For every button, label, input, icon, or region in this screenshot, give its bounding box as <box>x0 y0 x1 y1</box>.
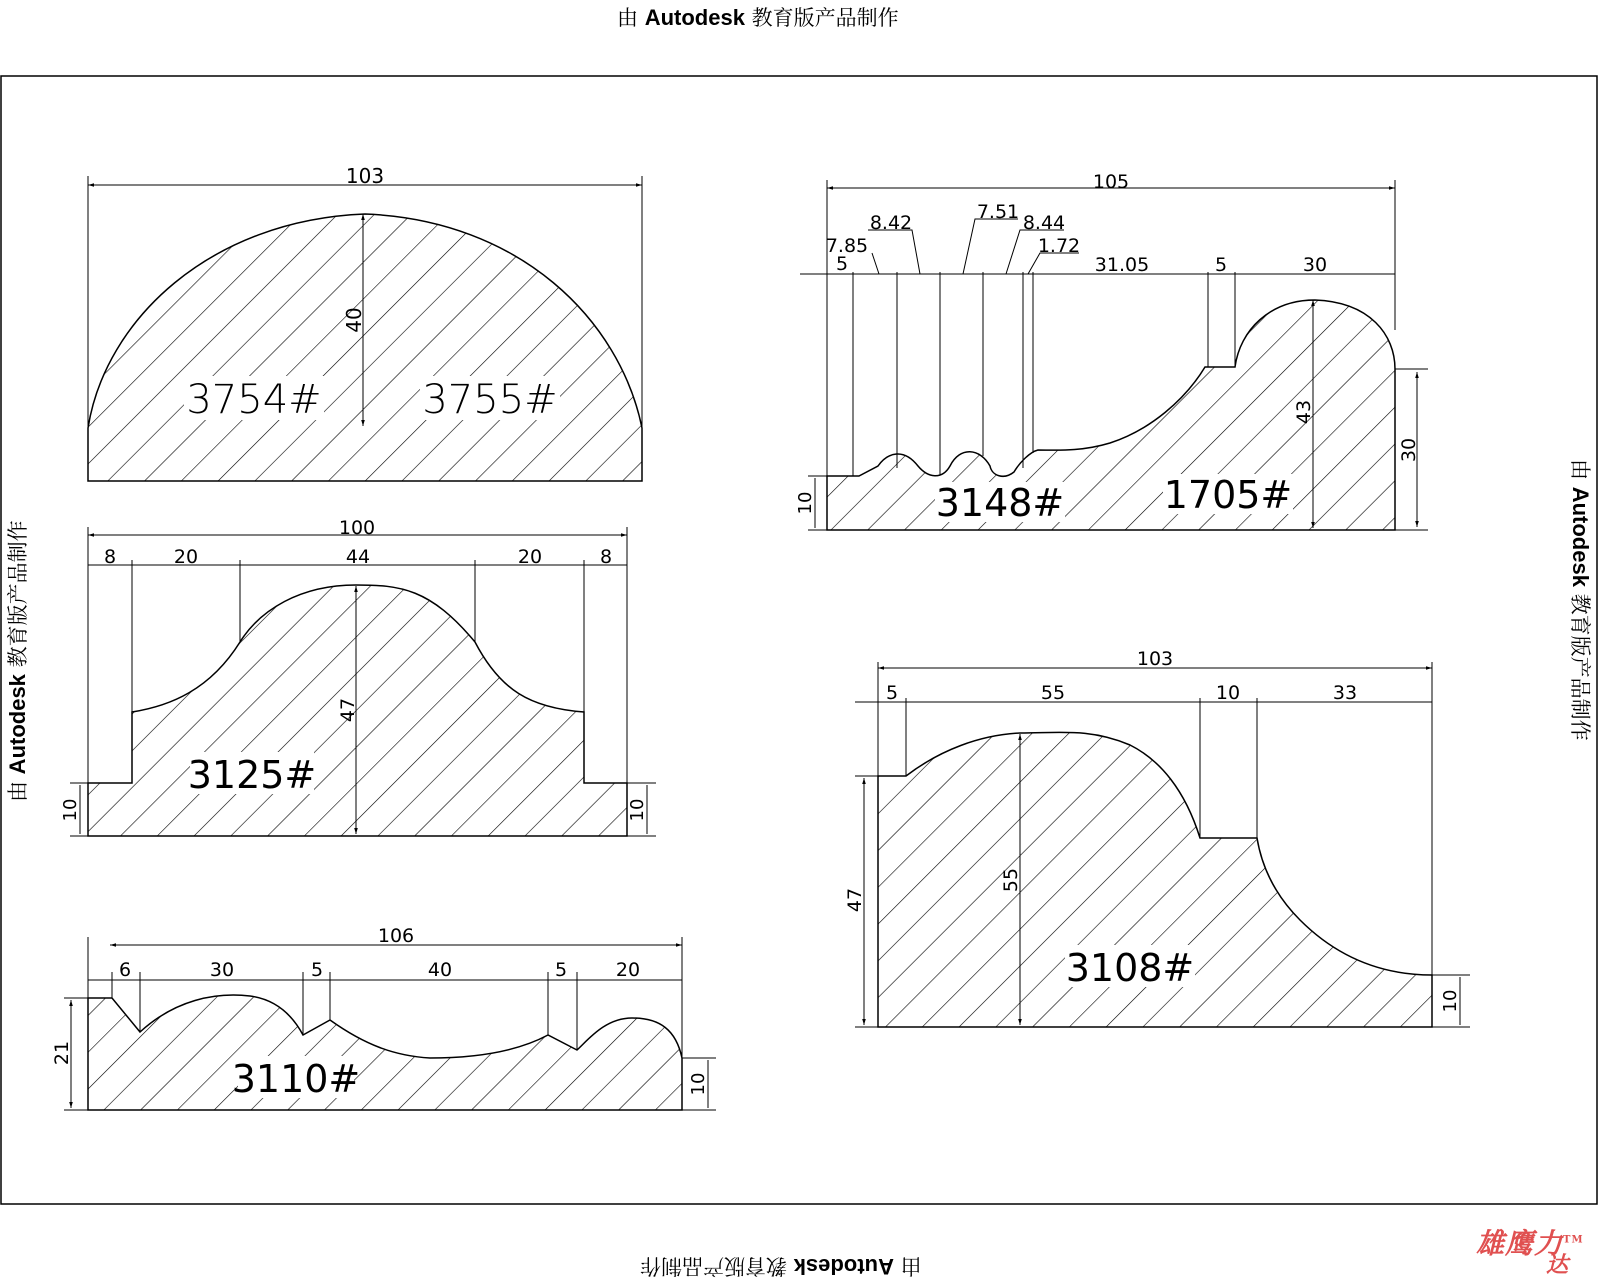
dim-3108-55: 55 <box>1040 682 1066 704</box>
company-logo: 雄鹰力™ 达 <box>1476 1227 1584 1278</box>
dim-3110-20: 20 <box>615 959 641 981</box>
dim-3148-3105: 31.05 <box>1094 254 1150 276</box>
dim-3110-5b: 5 <box>554 959 568 981</box>
dim-3125-8a: 8 <box>103 546 117 568</box>
label-1705: 1705# <box>1163 473 1293 517</box>
watermark-bottom: 由 Autodesk 教育版产品制作 <box>640 1254 922 1279</box>
dim-3148-5b: 5 <box>1214 254 1228 276</box>
dim-3148-785: 7.85 <box>825 235 869 257</box>
dim-3108-10: 10 <box>1215 682 1241 704</box>
dim-3148-842: 8.42 <box>869 212 913 234</box>
label-3110: 3110# <box>231 1057 361 1101</box>
dim-3148-h43: 43 <box>1293 399 1315 425</box>
dim-3108-h47: 47 <box>844 887 866 913</box>
label-3755: 3755# <box>422 377 558 423</box>
dim-3108-total: 103 <box>1136 648 1174 670</box>
dim-3125-h10a: 10 <box>60 798 81 822</box>
label-3754: 3754# <box>186 377 322 423</box>
dim-3125-8b: 8 <box>599 546 613 568</box>
dim-3148-h10: 10 <box>795 491 816 515</box>
dim-3148-h30: 30 <box>1398 437 1420 463</box>
dim-3148-751: 7.51 <box>976 201 1020 223</box>
profile-3754-3755 <box>88 164 642 481</box>
profile-3754-section <box>88 214 642 481</box>
label-3108: 3108# <box>1065 946 1195 990</box>
dim-3754-width: 103 <box>345 164 385 188</box>
watermark-right: 由 Autodesk 教育版产品制作 <box>1568 459 1593 741</box>
dim-3125-20a: 20 <box>173 546 199 568</box>
dim-3110-total: 106 <box>377 925 415 947</box>
profile-3110-section <box>88 995 682 1110</box>
dim-3125-total: 100 <box>338 517 376 539</box>
dim-3148-844: 8.44 <box>1022 212 1066 234</box>
dim-3148-172: 1.72 <box>1037 235 1081 257</box>
dim-3110-5a: 5 <box>310 959 324 981</box>
label-3148: 3148# <box>935 481 1065 525</box>
profile-3108 <box>844 648 1470 1027</box>
dim-3110-h10: 10 <box>688 1072 709 1096</box>
dim-3110-30: 30 <box>209 959 235 981</box>
dim-3148-total: 105 <box>1092 171 1130 193</box>
dim-3125-44: 44 <box>345 546 371 568</box>
label-3125: 3125# <box>187 753 317 797</box>
dim-3148-5a: 5 <box>835 253 849 275</box>
profile-3110 <box>51 925 716 1110</box>
dim-3125-h10b: 10 <box>627 798 648 822</box>
dim-3110-h21: 21 <box>51 1040 73 1066</box>
watermark-left: 由 Autodesk 教育版产品制作 <box>5 520 30 802</box>
watermark-top: 由 Autodesk 教育版产品制作 <box>617 5 899 30</box>
profile-3125 <box>60 517 656 836</box>
dim-3754-height: 40 <box>342 307 366 333</box>
dim-3110-40: 40 <box>427 959 453 981</box>
dim-3148-30: 30 <box>1302 254 1328 276</box>
dim-3108-h55: 55 <box>1000 867 1022 893</box>
dim-3108-5: 5 <box>885 682 899 704</box>
dim-3125-20b: 20 <box>517 546 543 568</box>
dim-3110-6: 6 <box>118 959 132 981</box>
dim-3108-33: 33 <box>1332 682 1358 704</box>
dim-3108-h10: 10 <box>1440 989 1461 1013</box>
profile-3148-1705 <box>795 171 1428 530</box>
dim-3125-h47: 47 <box>337 697 359 723</box>
